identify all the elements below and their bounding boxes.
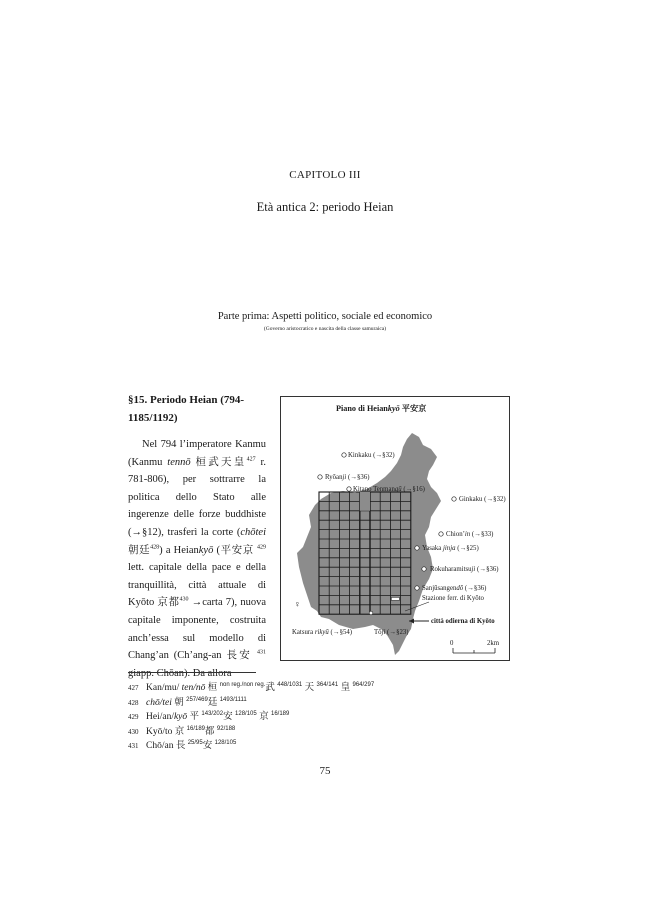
chapter-label: CAPITOLO III: [289, 169, 361, 181]
imperial-palace-block: [360, 492, 370, 511]
footnote-ref-429[interactable]: 429: [257, 544, 267, 551]
part-subtitle: (Governo aristocratico e nascita della classe samuraica): [263, 326, 387, 332]
label-toji: Tōji (→§23): [374, 629, 409, 636]
label-rokuharamitsuji: Rokuharamitsuji (→§36): [430, 566, 499, 573]
section-heading: §15. Periodo Heian (794-1185/1192): [128, 394, 245, 424]
label-sanjusangendo: Sanjūsangendō (→§36): [422, 585, 487, 592]
label-katsura-rikyu: Katsura rikyū (→§54): [292, 629, 353, 636]
footnote-431: 431 Chō/an 長 $^{25/95}$安 $^{128/105}$: [128, 740, 237, 752]
label-kinkaku: Kinkaku (→§32): [348, 452, 395, 459]
page-number: 75: [319, 765, 331, 777]
label-station: Stazione ferr. di Kyōto: [422, 595, 484, 602]
label-chionin: Chion’in (→§33): [446, 531, 494, 538]
chapter-title: Età antica 2: periodo Heian: [256, 200, 394, 214]
footnote-ref-428[interactable]: 428: [150, 544, 160, 551]
kinkaku-marker: [342, 453, 346, 457]
map-canvas: [281, 397, 509, 660]
footnote-427: 427 Kan/mu/ ten/nō 桓 $^{non reg./non reg.}$武 $^{448/1031}$ 天 $^{364/141}$ 皇 $^{964/297}$: [128, 681, 375, 693]
part-title: Parte prima: Aspetti politico, sociale ed economico: [217, 311, 433, 322]
katsura-marker: ♀: [294, 599, 301, 609]
body-paragraph: Nel 794 l’imperatore Kanmu (Kanmu tennō 桓武天皇$^{427}$ r. 781-806), per sottrarre la politica dello Stato alle ingerenze delle forze buddhiste (→§12), trasferì la corte (chōtei 朝廷$^{428}$) a Heiankyō (平安京 $^{429}$ lett. capitale della pace e della tranquillità, città attuale di Kyōto 京都$^{430}$ →carta 7), nuova capitale imponente, costruita anch’essa sul modello di Chang’an (Ch’ang-an 長安 $^{431}$ giapp. Chōan). Da allora: [128, 439, 267, 679]
footnote-divider: [128, 672, 256, 673]
footnote-429: 429 Hei/an/kyō 平 $^{143/202}$安 $^{128/105}$ 京 $^{16/189}$: [128, 711, 290, 723]
footnote-ref-427[interactable]: 427: [246, 456, 256, 463]
svg-text:0: 0: [450, 640, 454, 647]
footnote-ref-430[interactable]: 430: [179, 596, 189, 603]
label-modern-city: città odierna di Kyōto: [431, 618, 495, 625]
chionin-marker: [439, 532, 443, 536]
kitano-marker: [347, 487, 351, 491]
footnote-430: 430 Kyō/to 京 $^{16/189}$都 $^{92/188}$: [128, 725, 236, 737]
footnote-ref-431[interactable]: 431: [257, 649, 266, 656]
label-ryoanji: Ryōanji (→§36): [325, 474, 370, 481]
rokuhara-marker: [422, 567, 426, 571]
ryoanji-marker: [318, 475, 322, 479]
label-ginkaku: Ginkaku (→§32): [459, 496, 506, 503]
scale-bar: [450, 640, 500, 653]
heiankyo-map: [280, 396, 510, 661]
map-title: Piano di Heiankyō 平安京: [336, 404, 427, 413]
toji-marker: [369, 611, 373, 615]
sanjusangendo-marker: [415, 586, 419, 590]
footnote-428: 428 chō/tei 朝 $^{257/469}$廷 $^{1493/1111}$: [128, 696, 247, 708]
footnotes: [128, 681, 508, 754]
yasaka-marker: [415, 546, 419, 550]
ginkaku-marker: [452, 497, 456, 501]
svg-text:2km: 2km: [487, 640, 500, 647]
label-yasaka: Yasaka jinja (→§25): [422, 545, 479, 552]
station-marker: [391, 597, 399, 600]
label-kitano: Kitano Tenmangū (→§16): [353, 486, 425, 493]
